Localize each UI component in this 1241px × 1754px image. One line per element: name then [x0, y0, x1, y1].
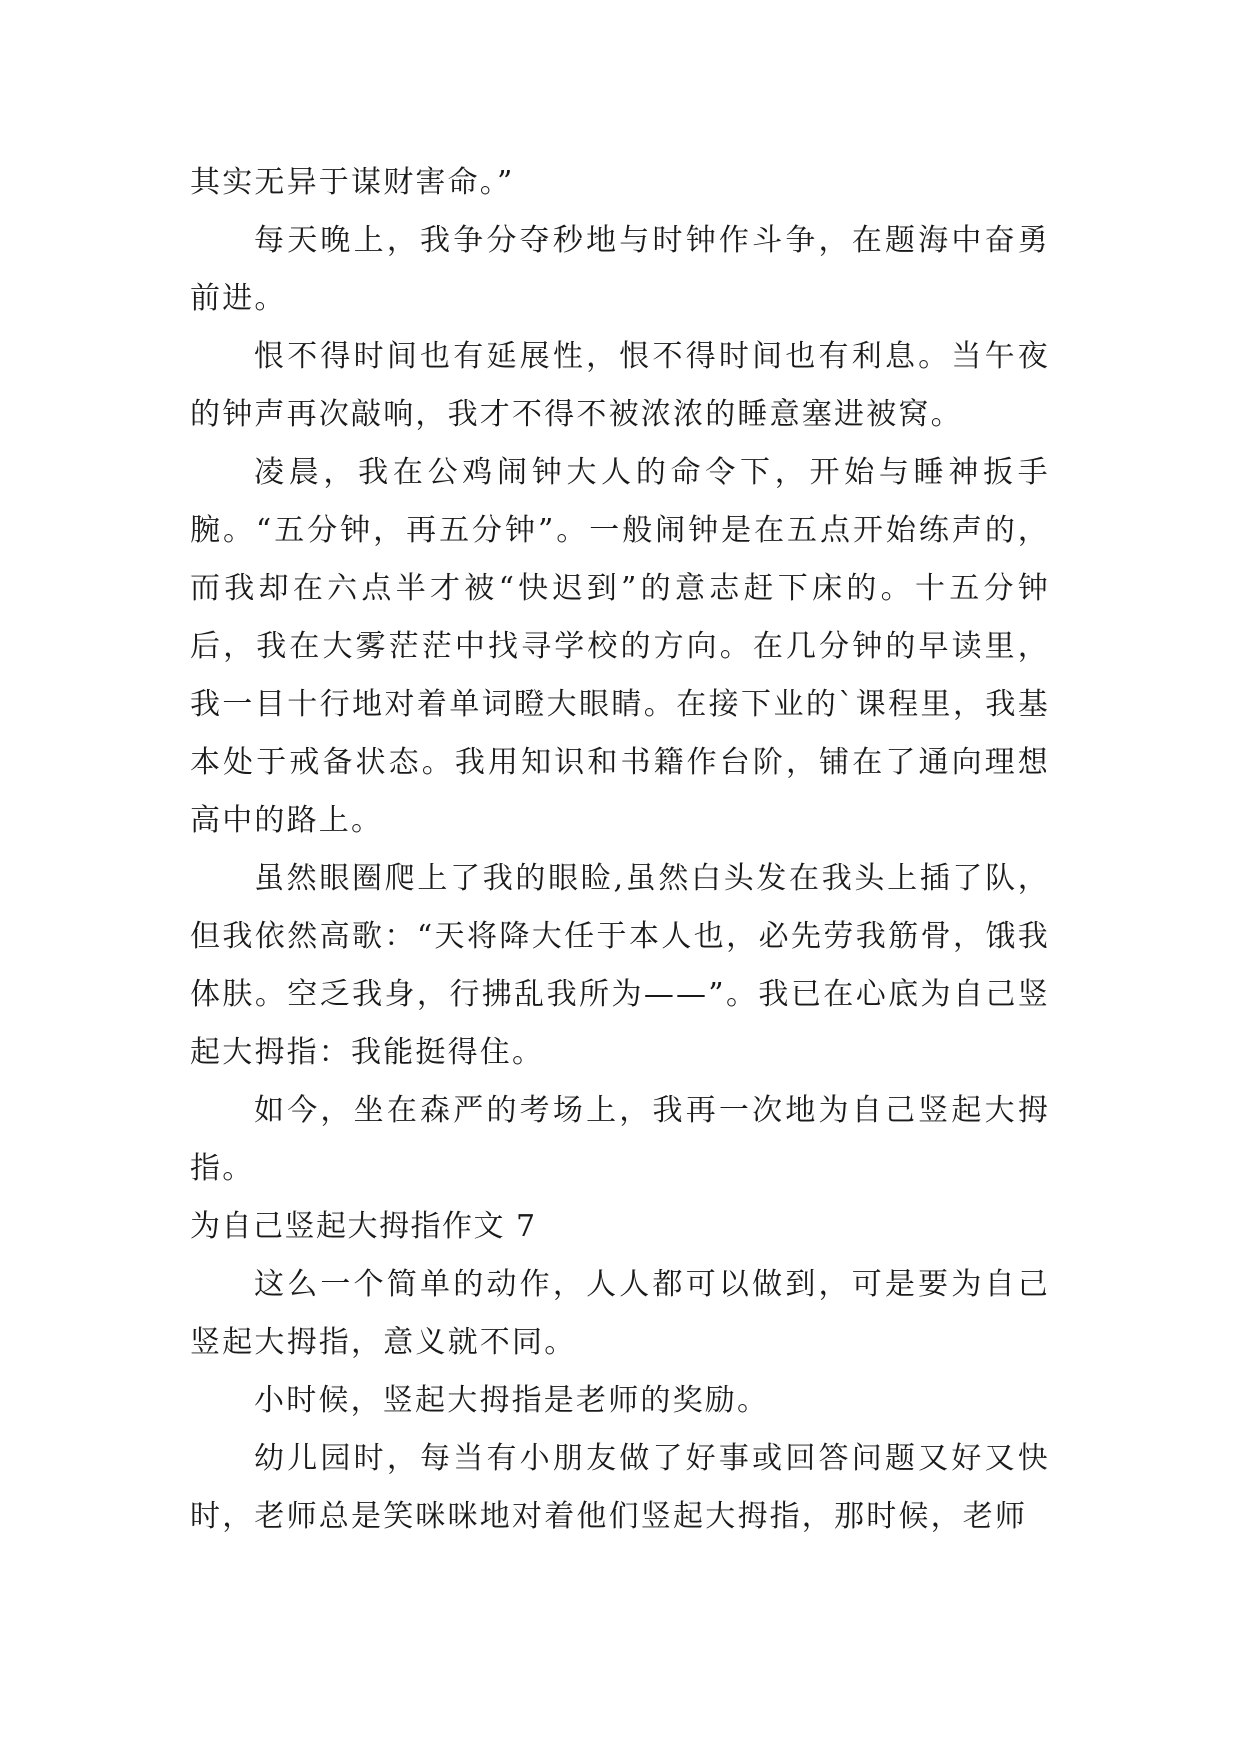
- paragraph: 每天晚上，我争分夺秒地与时钟作斗争，在题海中奋勇前进。: [190, 223, 1050, 316]
- paragraph-continuation: 其实无异于谋财害命。”: [190, 165, 515, 200]
- paragraph: 凌晨，我在公鸡闹钟大人的命令下，开始与睡神扳手腕。“五分钟，再五分钟”。一般闹钟是在五点开始练声的，而我却在六点半才被“快迟到”的意志赶下床的。十五分钟后，我在大雾茫茫中找寻学校的方向。在几分钟的早读里，我一目十行地对着单词瞪大眼睛。在接下业的`课程里，我基本处于戒备状态。我用知识和书籍作台阶，铺在了通向理想高中的路上。: [190, 455, 1050, 838]
- paragraph: 幼儿园时，每当有小朋友做了好事或回答问题又好又快时，老师总是笑咪咪地对着他们竖起大拇指，那时候，老师: [190, 1441, 1050, 1534]
- section-heading: 为自己竖起大拇指作文 7: [190, 1209, 537, 1244]
- paragraph: 恨不得时间也有延展性，恨不得时间也有利息。当午夜的钟声再次敲响，我才不得不被浓浓的睡意塞进被窝。: [190, 339, 1050, 432]
- paragraph: 这么一个简单的动作，人人都可以做到，可是要为自己竖起大拇指，意义就不同。: [190, 1267, 1050, 1360]
- paragraph: 如今，坐在森严的考场上，我再一次地为自己竖起大拇指。: [190, 1093, 1050, 1186]
- paragraph: 虽然眼圈爬上了我的眼睑,虽然白头发在我头上插了队，但我依然高歌：“天将降大任于本人也，必先劳我筋骨，饿我体肤。空乏我身，行拂乱我所为——”。我已在心底为自己竖起大拇指：我能挺得住。: [190, 861, 1050, 1070]
- paragraph: 小时候，竖起大拇指是老师的奖励。: [254, 1383, 770, 1418]
- document-body: [190, 154, 1050, 1546]
